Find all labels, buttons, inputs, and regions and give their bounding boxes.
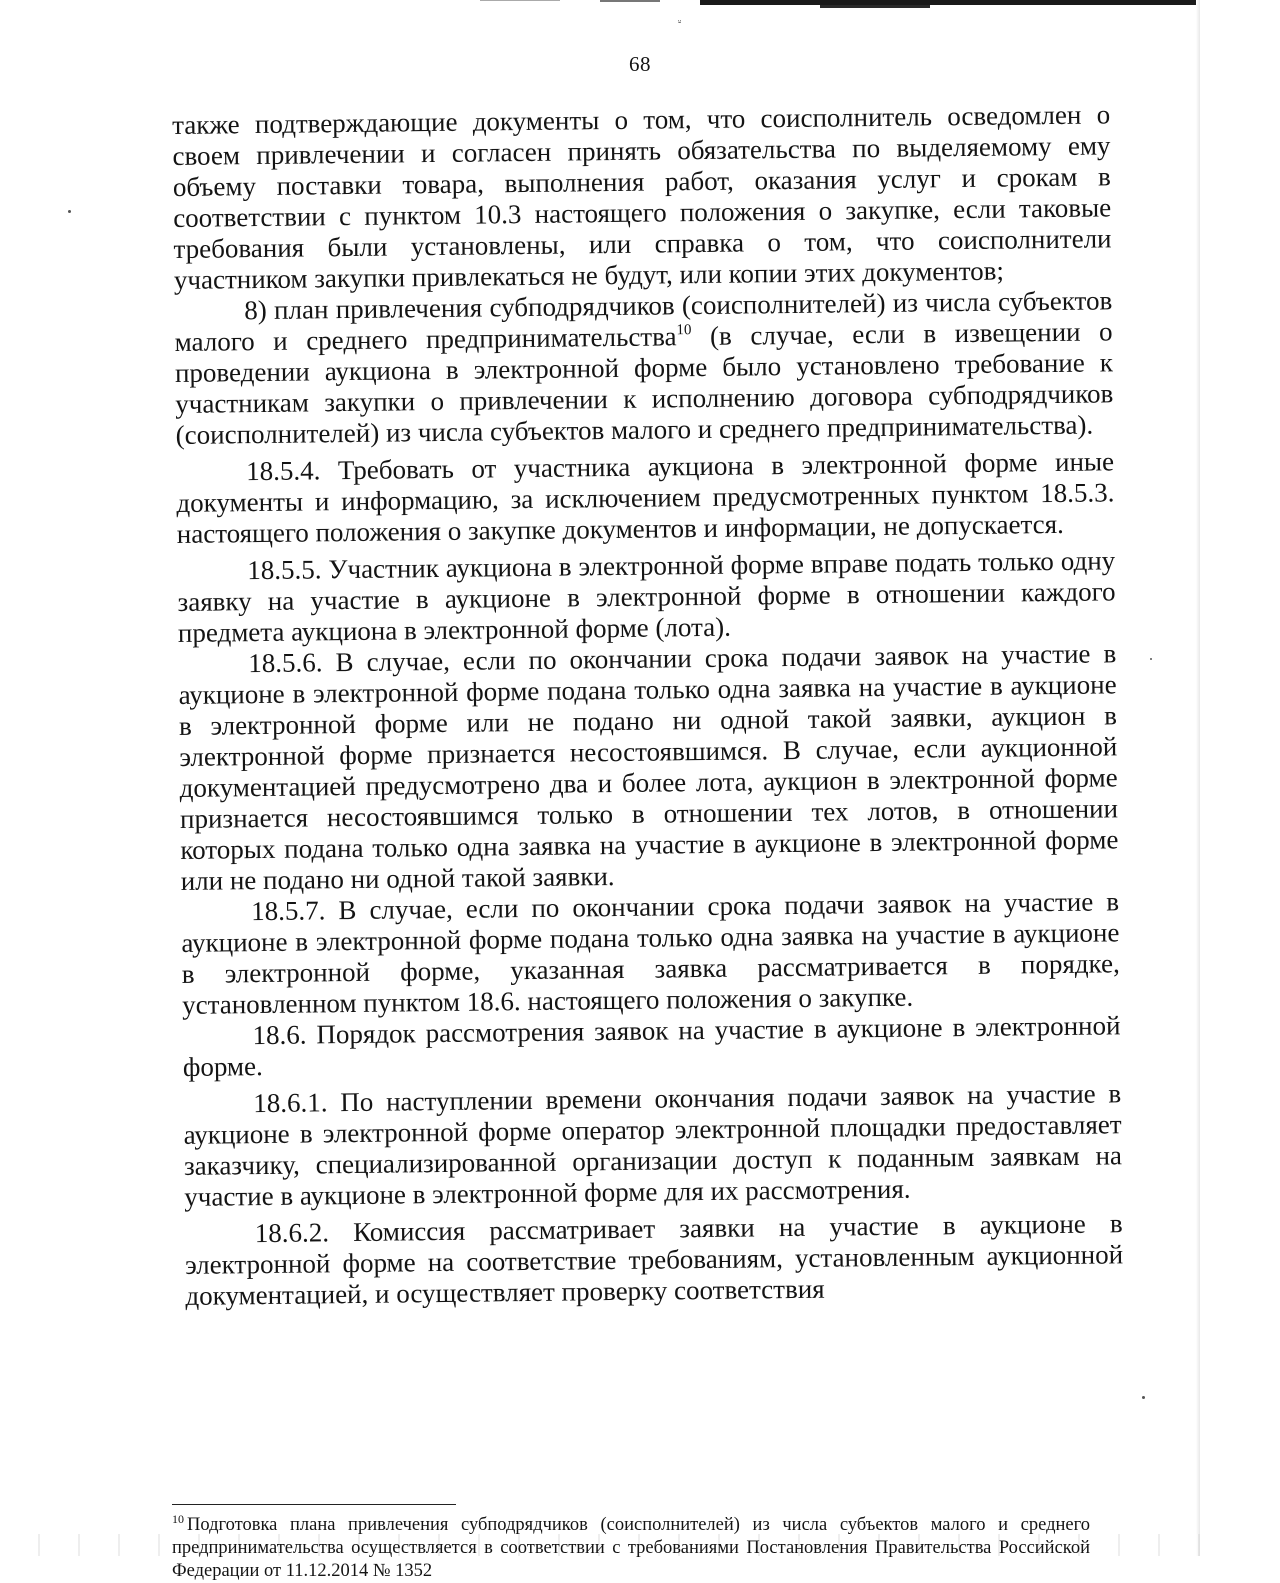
paragraph-18-5-5: 18.5.5. Участник аукциона в электронной форме вправе подать только одну заявку на участие в аукционе в электронной форме в отношении каждого предмета аукциона в электронной форме (лота). [177,545,1116,648]
paragraph-text: (в случае, если в извещении о проведении аукциона в электронной форме было установлено требование к участникам закупки о привлечении к исполнению договора субподрядчиков (соисполнителей) из числа субъектов малого и среднего предпринимательства). [174,316,1114,450]
scan-artifact [820,5,930,8]
heading-18-6: 18.6. Порядок рассмотрения заявок на участие в аукционе в электронной форме. [182,1010,1121,1082]
scan-dot [68,210,71,213]
scan-speck: ⸚ [678,17,682,28]
scan-edge [1196,0,1200,1556]
footnote-marker: 10 [172,1512,184,1526]
scan-dot [1150,658,1152,660]
scan-artifact [600,0,660,2]
footnote-reference[interactable]: 10 [676,322,692,339]
paragraph-18-5-7: 18.5.7. В случае, если по окончании срока подачи заявок на участие в аукционе в электронной форме подана только одна заявка на участие в аукционе в электронной форме, указанная заявка рассматривается в порядке, установленном пунктом 18.6. настоящего положения о закупке. [181,886,1120,1020]
paragraph-18-6-2: 18.6.2. Комиссия рассматривает заявки на участие в аукционе в электронной форме на соответствие требованиям, установленным аукционной документацией, и осуществляет проверку соответствия [184,1208,1124,1311]
footnote [172,1514,1090,1583]
paragraph-text: 8) план привлечения субподрядчиков (соисполнителей) из числа субъектов малого и среднего предпринимательства [174,285,1113,357]
paragraph-item-8 [174,285,1114,451]
paragraph-18-5-4: 18.5.4. Требовать от участника аукциона в электронной форме иные документы и информацию, за исключением предусмотренных пунктом 18.5.3. настоящего положения о закупке документов и информации, не допускается. [176,446,1115,549]
document-body [172,99,1124,1312]
paragraph-continuation: также подтверждающие документы о том, что соисполнитель осведомлен о своем привлечении и согласен принять обязательства по выделяемому ему объему поставки товара, выполнения работ, оказания услуг и срокам в соответствии с пунктом 10.3 настоящего положения о закупке, если таковые требования были установлены, или справка о том, что соисполнители участником закупки привлекаться не будут, или копии этих документов; [172,99,1112,295]
page-number: 68 [629,52,651,76]
footnote-separator [172,1504,456,1505]
scan-dot [1142,1396,1145,1399]
paragraph-18-6-1: 18.6.1. По наступлении времени окончания подачи заявок на участие в аукционе в электронной форме оператор электронной площадки предоставляет заказчику, специализированной организации доступ к поданным заявкам на участие в аукционе в электронной форме для их рассмотрения. [183,1078,1123,1212]
scan-artifact [700,0,1200,5]
scan-artifact [480,0,560,1]
footnote-text: Подготовка плана привлечения субподрядчиков (соисполнителей) из числа субъектов малого и среднего предпринимательства осуществляется в соответствии с требованиями Постановления Правительства Российской Федерации от 11.12.2014 № 1352 [172,1515,1090,1581]
paragraph-18-5-6: 18.5.6. В случае, если по окончании срока подачи заявок на участие в аукционе в электронной форме подана только одна заявка на участие в аукционе в электронной форме или не подано ни одной такой заявки, аукцион в электронной форме признается несостоявшимся. В случае, если аукционной документацией предусмотрено два и более лота, аукцион в электронной форме признается несостоявшимся только в отношении тех лотов, в отношении которых подана только одна заявка на участие в аукционе в электронной форме или не подано ни одной такой заявки. [178,638,1119,896]
